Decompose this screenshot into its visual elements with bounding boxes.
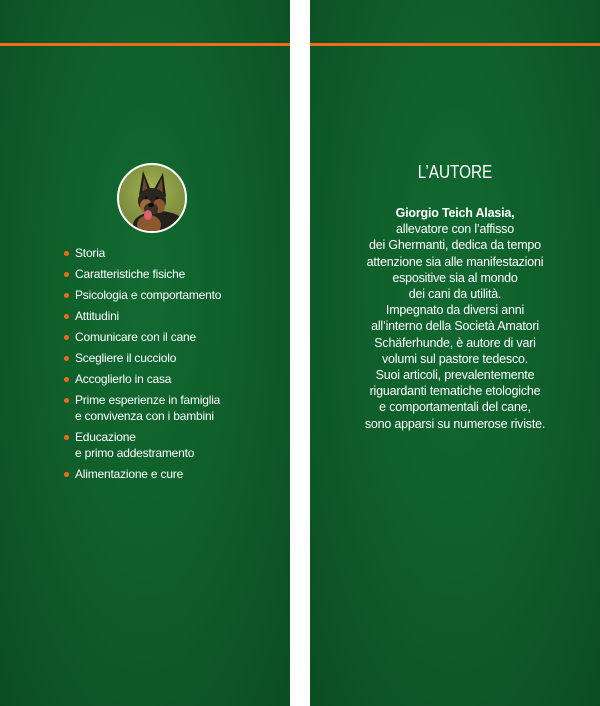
section-title: L’AUTORE bbox=[417, 162, 493, 182]
table-of-contents bbox=[64, 245, 221, 487]
toc-item bbox=[64, 466, 221, 482]
orange-bullet-icon bbox=[64, 472, 69, 477]
toc-item-label: Caratteristiche fisiche bbox=[75, 267, 186, 281]
orange-bullet-icon bbox=[64, 251, 69, 256]
toc-item-label: Storia bbox=[75, 246, 106, 260]
toc-item bbox=[64, 429, 221, 461]
toc-item bbox=[64, 308, 221, 324]
toc-item bbox=[64, 266, 221, 282]
orange-bullet-icon bbox=[64, 314, 69, 319]
bio-line: all’interno della Società Amatori bbox=[371, 319, 539, 334]
author-bio bbox=[310, 205, 600, 432]
left-flap-panel bbox=[0, 0, 290, 706]
bio-line: espositive sia al mondo bbox=[392, 270, 518, 285]
orange-bullet-icon bbox=[64, 435, 69, 440]
orange-bullet-icon bbox=[64, 335, 69, 340]
toc-item-label: Educazione bbox=[75, 430, 136, 444]
toc-item-label: Comunicare con il cane bbox=[75, 330, 196, 344]
bio-line: sono apparsi su numerose riviste. bbox=[364, 416, 546, 431]
toc-item bbox=[64, 329, 221, 345]
bio-line: Suoi articoli, prevalentemente bbox=[375, 368, 535, 383]
toc-item-label-continued: e primo addestramento bbox=[75, 446, 195, 460]
toc-item bbox=[64, 245, 221, 261]
toc-item-label: Attitudini bbox=[75, 309, 120, 323]
bio-line: riguardanti tematiche etologiche bbox=[369, 384, 541, 399]
bio-line: attenzione sia alle manifestazioni bbox=[366, 254, 544, 269]
right-flap-panel bbox=[310, 0, 600, 706]
toc-item bbox=[64, 392, 221, 424]
orange-bullet-icon bbox=[64, 293, 69, 298]
toc-item-label: Psicologia e comportamento bbox=[75, 288, 222, 302]
bio-line: allevatore con l’affisso bbox=[396, 222, 514, 237]
toc-item bbox=[64, 371, 221, 387]
orange-rule bbox=[310, 43, 600, 46]
toc-item bbox=[64, 287, 221, 303]
toc-item-label: Accoglierlo in casa bbox=[75, 372, 172, 386]
orange-bullet-icon bbox=[64, 272, 69, 277]
toc-item-label: Prime esperienze in famiglia bbox=[75, 393, 221, 407]
toc-item-label: Alimentazione e cure bbox=[75, 467, 184, 481]
bio-line: dei Ghermanti, dedica da tempo bbox=[369, 238, 541, 253]
german-shepherd-icon bbox=[119, 165, 185, 231]
bio-line: dei cani da utilità. bbox=[408, 287, 502, 302]
toc-item-label-continued: e convivenza con i bambini bbox=[75, 409, 214, 423]
toc-item bbox=[64, 350, 221, 366]
orange-bullet-icon bbox=[64, 398, 69, 403]
bio-line: volumi sul pastore tedesco. bbox=[381, 351, 529, 366]
orange-bullet-icon bbox=[64, 356, 69, 361]
bio-line: Schäferhunde, è autore di vari bbox=[374, 335, 536, 350]
author-name: Giorgio Teich Alasia, bbox=[395, 206, 515, 220]
orange-bullet-icon bbox=[64, 377, 69, 382]
dog-photo-medallion bbox=[117, 163, 187, 233]
orange-rule bbox=[0, 43, 290, 46]
toc-item-label: Scegliere il cucciolo bbox=[75, 351, 177, 365]
bio-line: e comportamentali del cane, bbox=[379, 400, 531, 415]
bio-line: Impegnato da diversi anni bbox=[385, 303, 525, 318]
